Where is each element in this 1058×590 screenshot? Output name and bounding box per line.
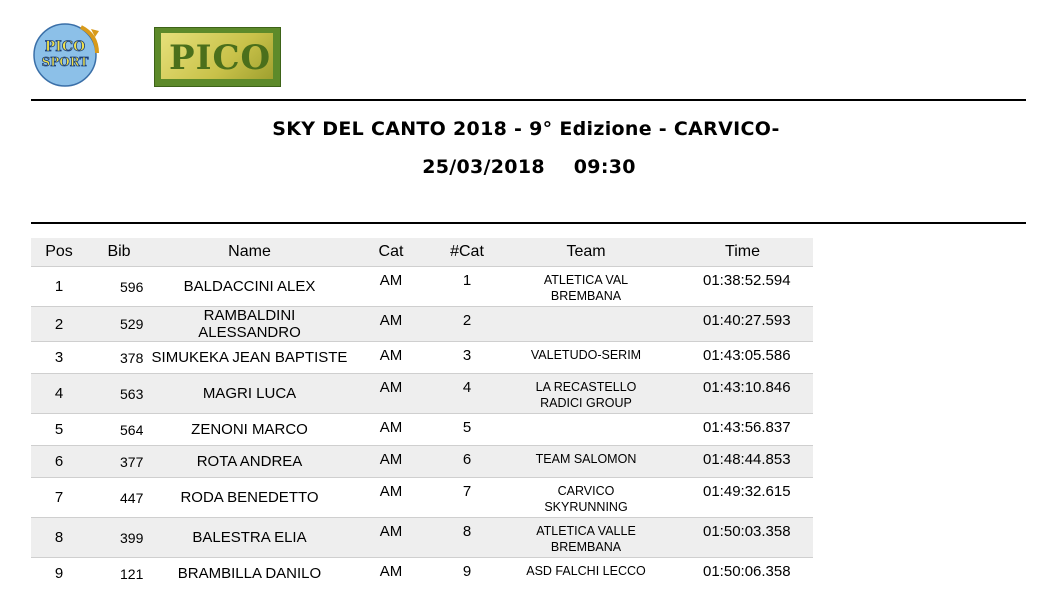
col-header-name: Name [151, 238, 348, 267]
cell-cat: AM [348, 478, 434, 518]
cell-time: 01:43:10.846 [672, 374, 813, 414]
cell-pos: 7 [31, 478, 87, 518]
event-title: SKY DEL CANTO 2018 - 9° Edizione - CARVICO- [272, 118, 780, 140]
table-header-row [31, 238, 813, 267]
table-row [31, 478, 813, 518]
event-time: 09:30 [573, 156, 636, 178]
cell-cat: AM [348, 307, 434, 342]
header-divider [31, 222, 1026, 224]
cell-cat: AM [348, 374, 434, 414]
cell-name: RAMBALDINI ALESSANDRO [151, 307, 348, 342]
cell-team [500, 374, 672, 414]
table-row [31, 518, 813, 558]
cell-time: 01:40:27.593 [672, 307, 813, 342]
cell-numcat: 6 [434, 446, 500, 478]
cell-numcat: 2 [434, 307, 500, 342]
team-line-2: BREMBANA [550, 289, 622, 303]
cell-cat: AM [348, 342, 434, 374]
cell-pos: 4 [31, 374, 87, 414]
cell-bib: 377 [87, 446, 151, 478]
cell-pos: 6 [31, 446, 87, 478]
cell-bib: 447 [87, 478, 151, 518]
cell-team [500, 478, 672, 518]
cell-name: MAGRI LUCA [151, 374, 348, 414]
table-row [31, 446, 813, 478]
cell-pos: 3 [31, 342, 87, 374]
cell-time: 01:49:32.615 [672, 478, 813, 518]
col-header-time: Time [672, 238, 813, 267]
cell-name: RODA BENEDETTO [151, 478, 348, 518]
cell-team [500, 267, 672, 307]
team-line-2: BREMBANA [550, 540, 622, 554]
pico-sport-logo [31, 19, 103, 87]
cell-name: BALESTRA ELIA [151, 518, 348, 558]
cell-time: 01:43:56.837 [672, 414, 813, 446]
cell-time: 01:43:05.586 [672, 342, 813, 374]
team-line-1: VALETUDO-SERIM [530, 348, 642, 362]
team-line-1: ATLETICA VALLE [536, 524, 636, 538]
cell-numcat: 9 [434, 558, 500, 590]
cell-cat: AM [348, 267, 434, 307]
cell-numcat: 3 [434, 342, 500, 374]
cell-team [500, 518, 672, 558]
cell-bib: 563 [87, 374, 151, 414]
cell-bib: 378 [87, 342, 151, 374]
cell-name: SIMUKEKA JEAN BAPTISTE [151, 342, 348, 374]
col-header-pos: Pos [31, 238, 87, 267]
cell-team [500, 558, 672, 590]
col-header-bib: Bib [87, 238, 151, 267]
cell-team [500, 307, 672, 342]
team-line-2: SKYRUNNING [544, 500, 628, 514]
cell-team [500, 414, 672, 446]
team-line-1: ATLETICA VAL [543, 273, 629, 287]
cell-team [500, 446, 672, 478]
cell-team [500, 342, 672, 374]
cell-name: BALDACCINI ALEX [151, 267, 348, 307]
event-datetime [0, 156, 1058, 178]
cell-numcat: 4 [434, 374, 500, 414]
team-line-1: CARVICO [557, 484, 615, 498]
top-divider [31, 99, 1026, 101]
cell-pos: 2 [31, 307, 87, 342]
cell-bib: 399 [87, 518, 151, 558]
table-row [31, 374, 813, 414]
table-row [31, 558, 813, 590]
team-line-1: TEAM SALOMON [535, 452, 637, 466]
logo-text-line2: SPORT [41, 55, 89, 69]
cell-bib: 596 [87, 267, 151, 307]
cell-bib: 121 [87, 558, 151, 590]
table-row [31, 342, 813, 374]
cell-numcat: 8 [434, 518, 500, 558]
team-line-2: RADICI GROUP [540, 396, 632, 410]
logo-brand-text: PICO [169, 38, 272, 78]
logo-text-line1: PICO [44, 39, 86, 55]
team-line-1: LA RECASTELLO [535, 380, 637, 394]
col-header-team: Team [500, 238, 672, 267]
cell-name: ROTA ANDREA [151, 446, 348, 478]
cell-pos: 5 [31, 414, 87, 446]
cell-time: 01:50:06.358 [672, 558, 813, 590]
cell-time: 01:38:52.594 [672, 267, 813, 307]
table-row [31, 267, 813, 307]
cell-time: 01:50:03.358 [672, 518, 813, 558]
cell-cat: AM [348, 558, 434, 590]
table-row [31, 307, 813, 342]
cell-time: 01:48:44.853 [672, 446, 813, 478]
cell-name: ZENONI MARCO [151, 414, 348, 446]
event-date: 25/03/2018 [422, 156, 545, 178]
cell-numcat: 5 [434, 414, 500, 446]
cell-cat: AM [348, 414, 434, 446]
cell-pos: 8 [31, 518, 87, 558]
col-header-numcat: #Cat [434, 238, 500, 267]
cell-pos: 1 [31, 267, 87, 307]
cell-pos: 9 [31, 558, 87, 590]
cell-name: BRAMBILLA DANILO [151, 558, 348, 590]
team-line-1: ASD FALCHI LECCO [526, 564, 646, 578]
pico-brand-logo [154, 27, 281, 87]
cell-bib: 529 [87, 307, 151, 342]
cell-numcat: 1 [434, 267, 500, 307]
cell-numcat: 7 [434, 478, 500, 518]
cell-cat: AM [348, 518, 434, 558]
col-header-cat: Cat [348, 238, 434, 267]
results-table [31, 238, 813, 590]
cell-cat: AM [348, 446, 434, 478]
cell-bib: 564 [87, 414, 151, 446]
table-row [31, 414, 813, 446]
